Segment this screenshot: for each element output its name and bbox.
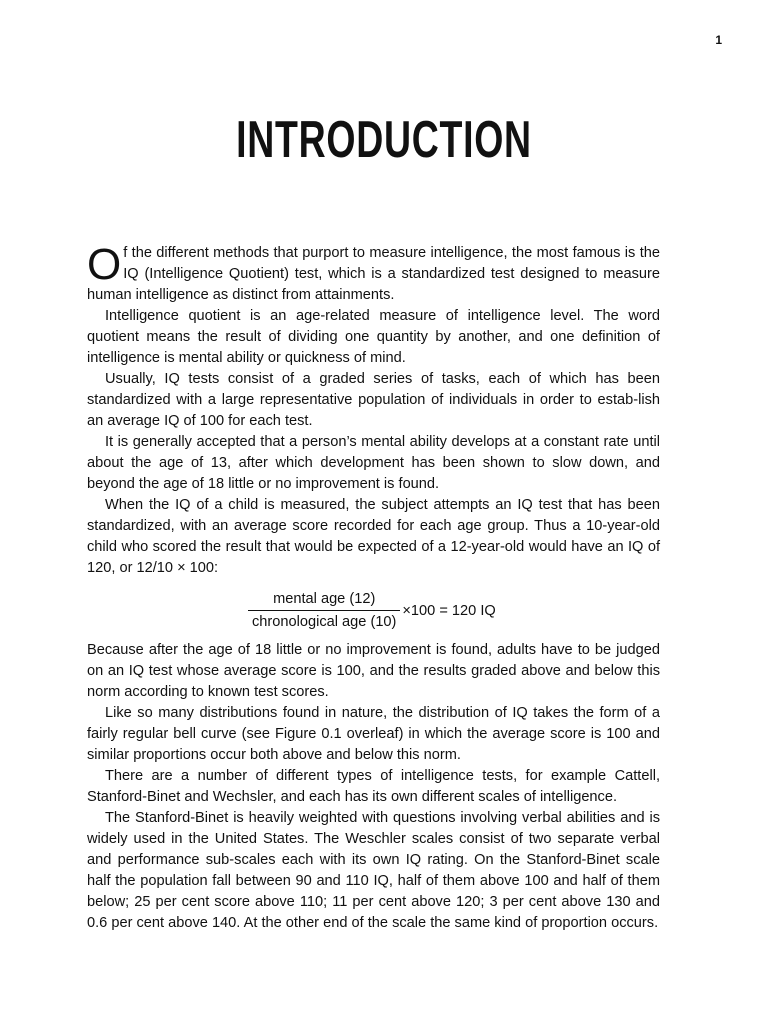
paragraph: Like so many distributions found in nature, the distribution of IQ takes the form of a fairly regular bell curve (see Figure 0.1 overleaf) in which the average score is 100 and similar proportions occur both above and below this norm. [87,705,660,763]
formula-result: ×100 = 120 IQ [402,602,496,619]
paragraph-text: f the different methods that purport to measure intelligence, the most famous is the IQ (Intelligence Quotient) test, which is a standardized test designed to measure human intelligence as distinct from attainments. [87,245,660,303]
paragraph [87,240,660,306]
paragraph: The Stanford-Binet is heavily weighted with questions involving verbal abilities and is widely used in the United States. The Weschler scales consist of two separate verbal and performance sub-scales each with its own IQ rating. On the Stanford-Binet scale half the population fall between 90 and 110 IQ, half of them above 100 and half of them below; 25 per cent score above 110; 11 per cent above 120; 3 per cent above 130 and 0.6 per cent above 140. At the other end of the scale the same kind of proportion occurs. [87,810,660,931]
drop-cap: O [87,240,122,289]
intro-text [87,240,660,579]
paragraph: Intelligence quotient is an age-related measure of intelligence level. The word quotient means the result of dividing one quantity by another, and one definition of intelligence is mental ability or quickness of mind. [87,308,660,366]
paragraph: Usually, IQ tests consist of a graded series of tasks, each of which has been standardized with a large representative population of individuals in order to estab-lish an average IQ of 100 for each test. [87,371,660,429]
paragraph: Because after the age of 18 little or no improvement is found, adults have to be judged on an IQ test whose average score is 100, and the results graded above and below this norm according to known test scores. [87,642,660,700]
paragraph: It is generally accepted that a person’s mental ability develops at a constant rate until about the age of 13, after which development has been shown to slow down, and beyond the age of 18 little or no improvement is found. [87,434,660,492]
paragraph: When the IQ of a child is measured, the subject attempts an IQ test that has been standardized, with an average score recorded for each age group. Thus a 10-year-old child who scored the result that would be expected of a 12-year-old would have an IQ of 120, or 12/10 × 100: [87,497,660,576]
formula-numerator: mental age (12) [273,591,376,607]
paragraph: There are a number of different types of intelligence tests, for example Cattell, Stanford-Binet and Wechsler, and each has its own different scales of intelligence. [87,768,660,805]
formula-denominator: chronological age (10) [248,610,400,631]
page-number: 1 [715,33,722,47]
body-text [87,640,660,934]
formula-fraction [248,590,400,631]
chapter-title: INTRODUCTION [236,111,532,169]
iq-formula [248,590,496,631]
